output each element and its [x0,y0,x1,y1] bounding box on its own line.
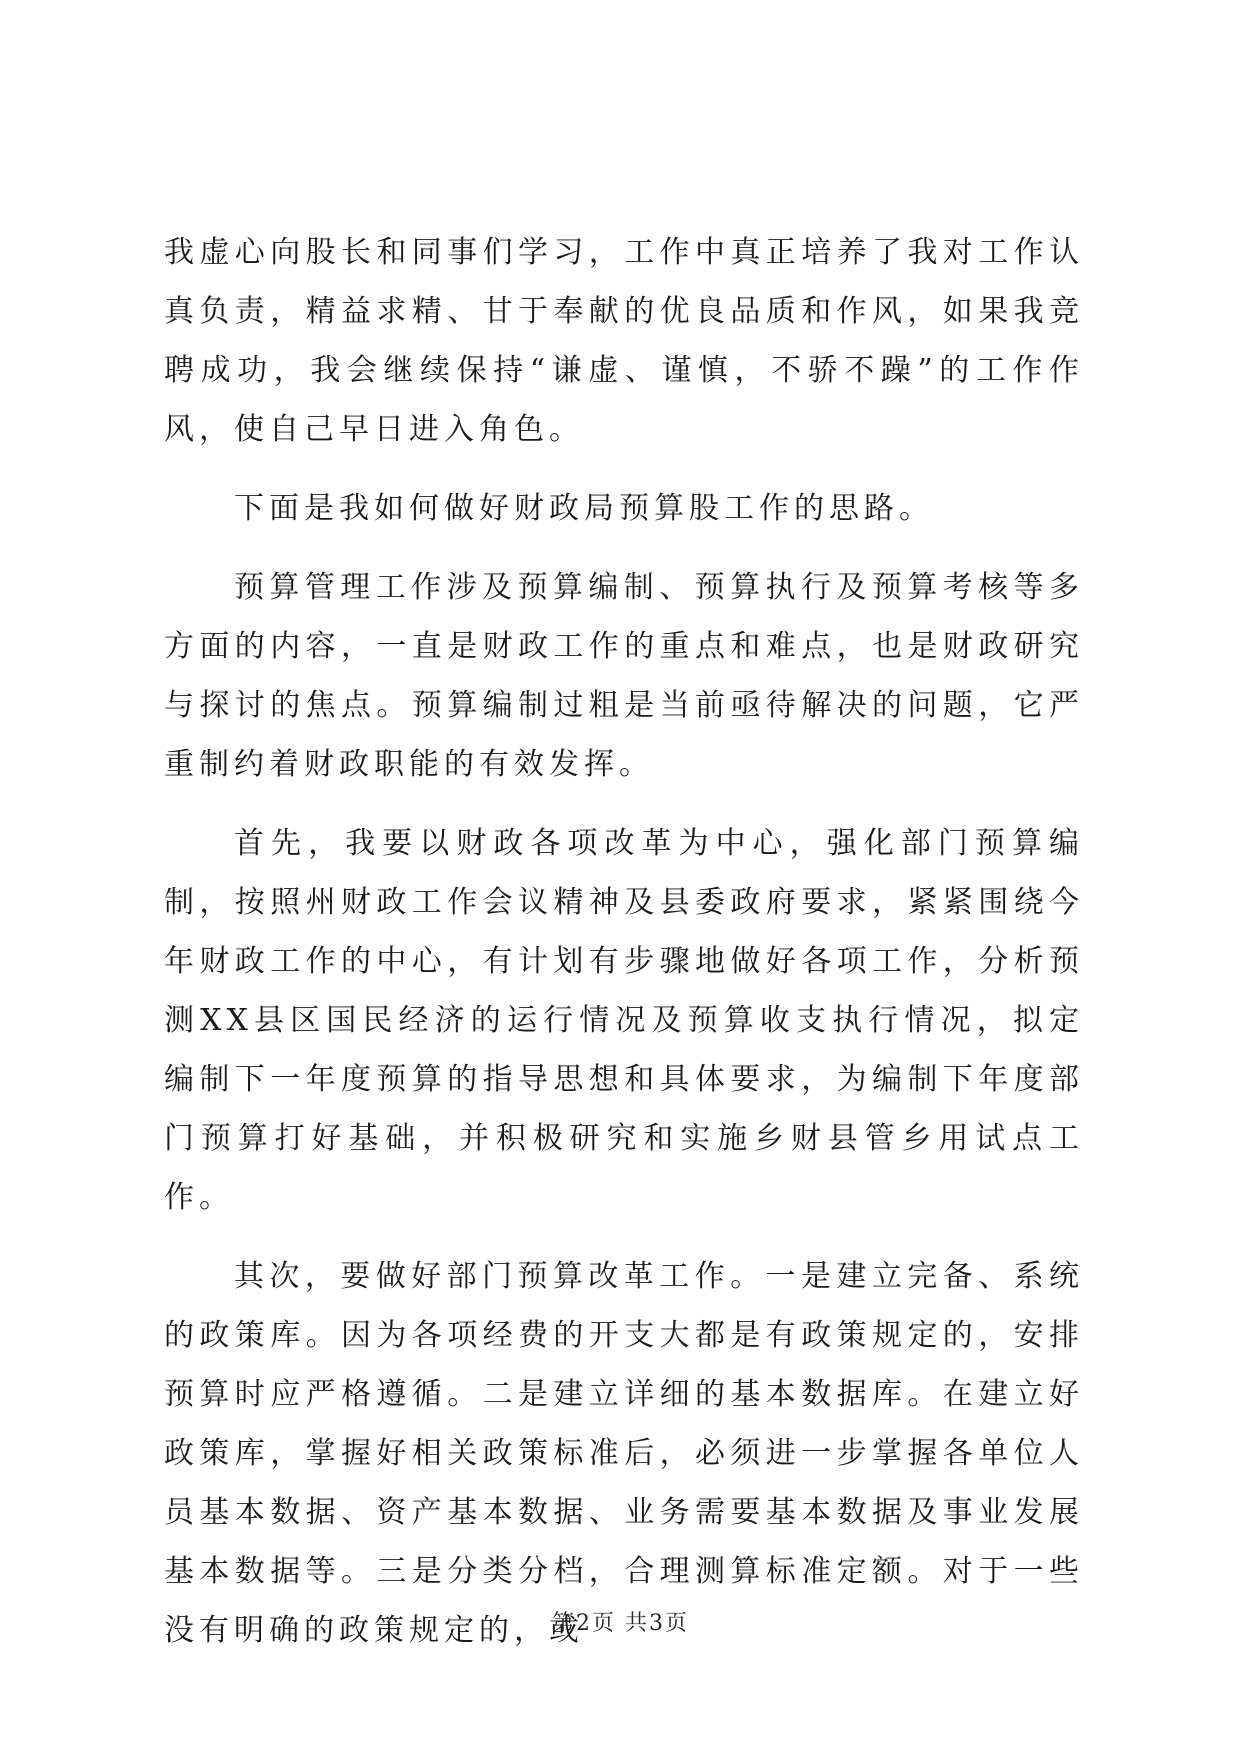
paragraph-second-point: 其次，要做好部门预算改革工作。一是建立完备、系统的政策库。因为各项经费的开支大都是有政策规定的，安排预算时应严格遵循。二是建立详细的基本数据库。在建立好政策库，掌握好相关政策标准后，必须进一步掌握各单位人员基本数据、资产基本数据、业务需要基本数据及事业发展基本数据等。三是分类分档，合理测算标准定额。对于一些没有明确的政策规定的，或 [164,1259,1084,1648]
paragraph-continuation: 我虚心向股长和同事们学习，工作中真正培养了我对工作认真负责，精益求精、甘于奉献的优良品质和作风，如果我竞聘成功，我会继续保持“谦虚、谨慎，不骄不躁”的工作作风，使自己早日进入角色。 [164,235,1084,447]
paragraph-intro-approach: 下面是我如何做好财政局预算股工作的思路。 [234,491,934,526]
document-body [164,223,1084,1680]
page-number-footer: 第2页 共3页 [552,1611,689,1636]
paragraph-first-point: 首先，我要以财政各项改革为中心，强化部门预算编制，按照州财政工作会议精神及县委政府要求，紧紧围绕今年财政工作的中心，有计划有步骤地做好各项工作，分析预测XX县区国民经济的运行情况及预算收支执行情况，拟定编制下一年度预算的指导思想和具体要求，为编制下年度部门预算打好基础，并积极研究和实施乡财县管乡用试点工作。 [164,826,1084,1215]
paragraph-budget-management: 预算管理工作涉及预算编制、预算执行及预算考核等多方面的内容，一直是财政工作的重点和难点，也是财政研究与探讨的焦点。预算编制过粗是当前亟待解决的问题，它严重制约着财政职能的有效发挥。 [164,570,1084,782]
